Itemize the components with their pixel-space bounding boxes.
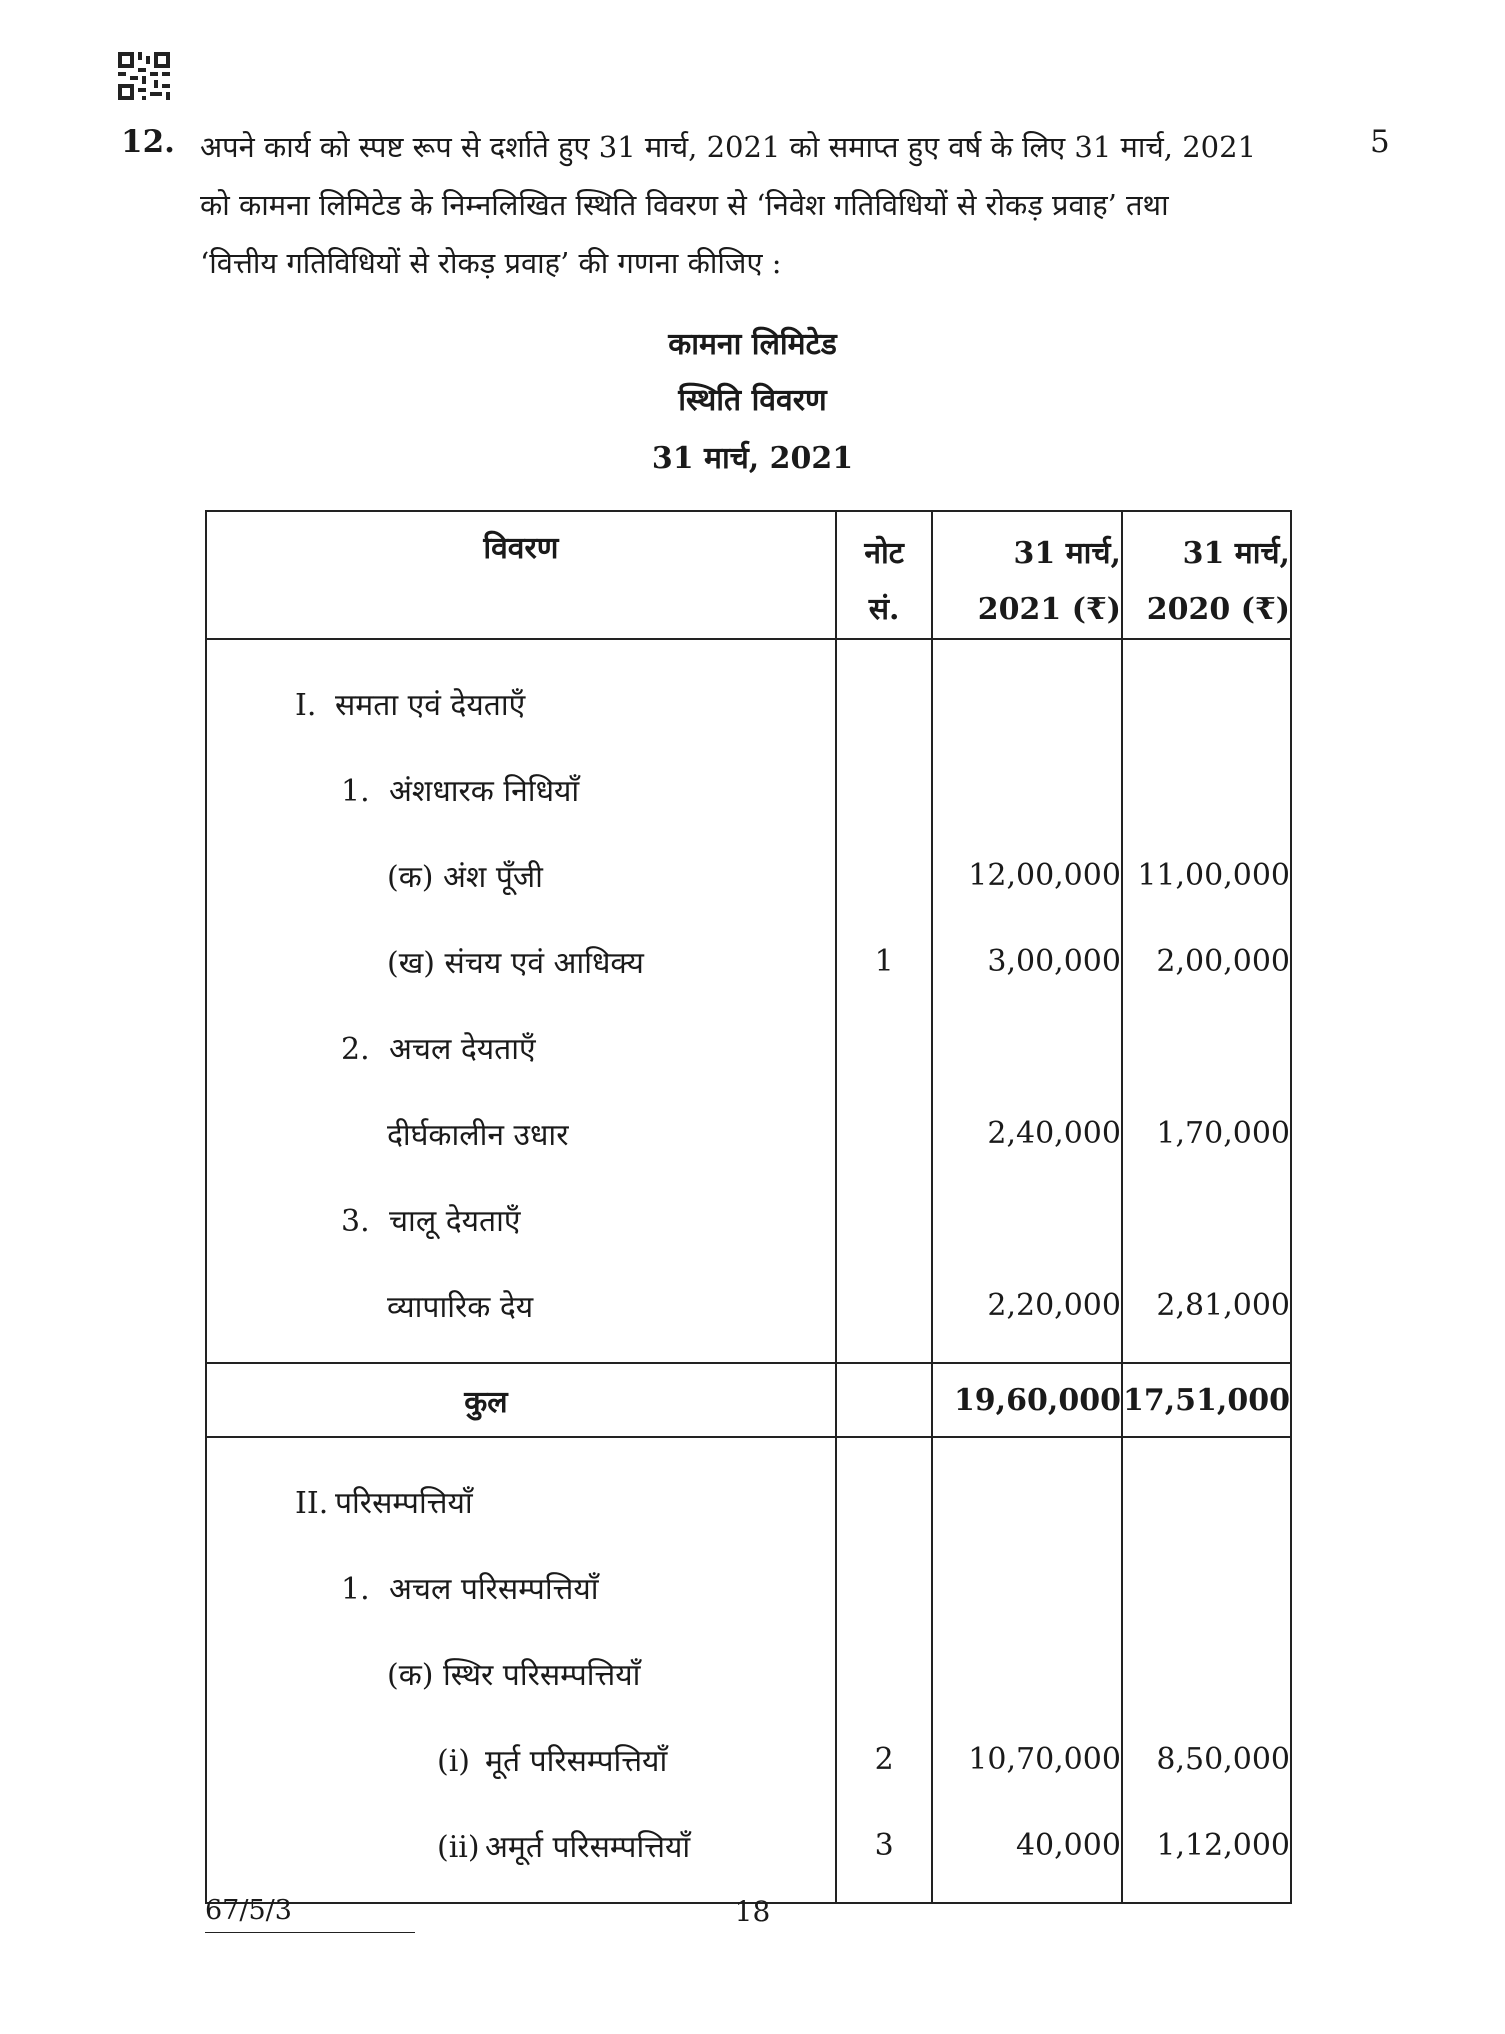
table-row xyxy=(206,918,1291,1004)
item-note: 1 xyxy=(836,918,933,1004)
item-2020: 2,00,000 xyxy=(1122,918,1291,1004)
section-label: समता एवं देयताएँ xyxy=(335,687,526,723)
fixed-assets-label: (क) स्थिर परिसम्पत्तियाँ xyxy=(206,1630,836,1716)
table-row xyxy=(206,832,1291,918)
question-line-1: अपने कार्य को स्पष्ट रूप से दर्शाते हुए 31 मार्च, 2021 को समाप्त हुए वर्ष के लिए 31 मार्च, 2021 xyxy=(200,130,1257,164)
group-number: 1. xyxy=(341,1571,370,1607)
qr-code xyxy=(118,52,170,100)
question-number: 12. xyxy=(121,124,175,160)
table-row xyxy=(206,639,1291,746)
item-2020: 11,00,000 xyxy=(1122,832,1291,918)
item-note xyxy=(836,832,933,918)
section-number: I. xyxy=(295,687,317,723)
table-row xyxy=(206,1262,1291,1363)
table-row xyxy=(206,1004,1291,1090)
header-2021-line2: 2021 (₹) xyxy=(977,592,1121,627)
item-note: 2 xyxy=(836,1716,933,1802)
item-2020: 1,12,000 xyxy=(1122,1802,1291,1903)
item-label: दीर्घकालीन उधार xyxy=(206,1090,836,1176)
table-row xyxy=(206,1544,1291,1630)
statement-title: स्थिति विवरण xyxy=(678,383,827,418)
item-2021: 10,70,000 xyxy=(932,1716,1122,1802)
item-label: (ख) संचय एवं आधिक्य xyxy=(206,918,836,1004)
table-row xyxy=(206,1176,1291,1262)
group-label: अंशधारक निधियाँ xyxy=(389,773,580,809)
paper-code: 67/5/3 xyxy=(205,1895,292,1926)
item-2020: 2,81,000 xyxy=(1122,1262,1291,1363)
question-marks: 5 xyxy=(1370,124,1390,160)
item-label: व्यापारिक देय xyxy=(206,1262,836,1363)
section-assets xyxy=(206,1437,836,1544)
section-number: II. xyxy=(295,1485,329,1521)
item-label xyxy=(206,1716,836,1802)
question-line-2: को कामना लिमिटेड के निम्नलिखित स्थिति विवरण से ‘निवेश गतिविधियों से रोकड़ प्रवाह’ तथा xyxy=(200,188,1169,222)
item-label: (क) अंश पूँजी xyxy=(206,832,836,918)
item-note: 3 xyxy=(836,1802,933,1903)
item-2021: 3,00,000 xyxy=(932,918,1122,1004)
table-row xyxy=(206,1630,1291,1716)
group-number: 2. xyxy=(341,1031,370,1067)
total-2020: 17,51,000 xyxy=(1122,1363,1291,1437)
item-label xyxy=(206,1802,836,1903)
section-equity-liabilities xyxy=(206,639,836,746)
group-non-current-assets xyxy=(206,1544,836,1630)
header-note-line1: नोट xyxy=(864,536,904,571)
group-current-liabilities xyxy=(206,1176,836,1262)
item-2021: 2,40,000 xyxy=(932,1090,1122,1176)
header-note xyxy=(836,511,933,639)
item-number: (ii) xyxy=(437,1829,480,1865)
table-header-row xyxy=(206,511,1291,639)
header-2020 xyxy=(1122,511,1291,639)
table-row xyxy=(206,1716,1291,1802)
item-text: मूर्त परिसम्पत्तियाँ xyxy=(485,1743,668,1779)
group-non-current-liabilities xyxy=(206,1004,836,1090)
table-row xyxy=(206,1090,1291,1176)
question-text xyxy=(200,118,1320,292)
header-2020-line1: 31 मार्च, xyxy=(1182,536,1290,571)
group-shareholders-funds xyxy=(206,746,836,832)
table-row xyxy=(206,746,1291,832)
item-2021: 2,20,000 xyxy=(932,1262,1122,1363)
total-row xyxy=(206,1363,1291,1437)
group-label: अचल परिसम्पत्तियाँ xyxy=(389,1571,599,1607)
group-number: 3. xyxy=(341,1203,370,1239)
item-number: (i) xyxy=(437,1743,471,1779)
question-line-3: ‘वित्तीय गतिविधियों से रोकड़ प्रवाह’ की गणना कीजिए : xyxy=(200,246,782,280)
table-row xyxy=(206,1437,1291,1544)
group-label: अचल देयताएँ xyxy=(389,1031,536,1067)
total-2021: 19,60,000 xyxy=(932,1363,1122,1437)
section-label: परिसम्पत्तियाँ xyxy=(335,1485,473,1521)
page-number: 18 xyxy=(734,1895,771,1928)
company-name: कामना लिमिटेड xyxy=(668,327,837,362)
item-2020: 1,70,000 xyxy=(1122,1090,1291,1176)
item-2020: 8,50,000 xyxy=(1122,1716,1291,1802)
header-note-line2: सं. xyxy=(868,592,900,627)
balance-sheet-table xyxy=(205,510,1292,1904)
item-note xyxy=(836,1090,933,1176)
footer-rule xyxy=(205,1932,415,1933)
header-2020-line2: 2020 (₹) xyxy=(1146,592,1290,627)
header-2021 xyxy=(932,511,1122,639)
table-row xyxy=(206,1802,1291,1903)
group-number: 1. xyxy=(341,773,370,809)
header-2021-line1: 31 मार्च, xyxy=(1013,536,1121,571)
item-note xyxy=(836,1262,933,1363)
item-2021: 40,000 xyxy=(932,1802,1122,1903)
header-particulars: विवरण xyxy=(206,511,836,639)
group-label: चालू देयताएँ xyxy=(389,1203,521,1239)
item-text: अमूर्त परिसम्पत्तियाँ xyxy=(485,1829,691,1865)
item-2021: 12,00,000 xyxy=(932,832,1122,918)
total-label: कुल xyxy=(206,1363,836,1437)
statement-date: 31 मार्च, 2021 xyxy=(651,441,854,476)
